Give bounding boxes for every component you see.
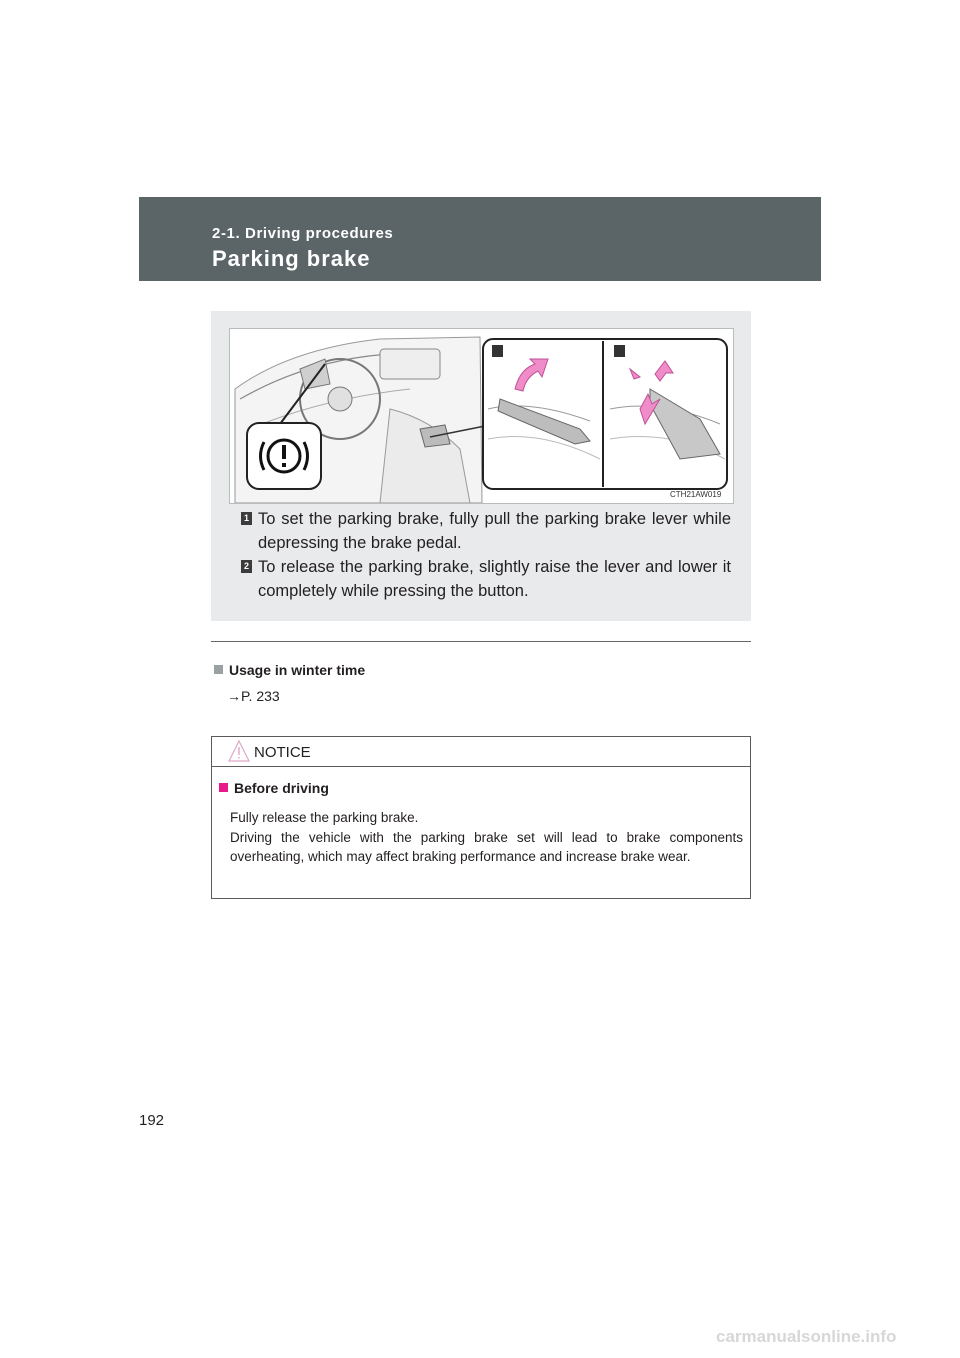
notice-heading: Before driving: [219, 780, 329, 796]
page-reference-link[interactable]: →P. 233: [227, 688, 280, 704]
page-title: Parking brake: [212, 246, 371, 271]
usage-heading: Usage in winter time: [214, 662, 365, 678]
step-2: [241, 555, 731, 603]
step-text: To set the parking brake, fully pull the parking brake lever while depressing the brake pedal.: [258, 510, 731, 552]
warning-triangle-icon: [228, 739, 250, 763]
watermark: carmanualsonline.info: [716, 1327, 897, 1346]
step-1: [241, 507, 731, 555]
parking-brake-illustration: [229, 328, 734, 504]
step-number-badge: 1: [241, 512, 252, 525]
notice-title: NOTICE: [254, 744, 311, 761]
notice-box: [211, 736, 751, 899]
illustration-code: CTH21AW019: [670, 490, 722, 499]
step-number-badge: 2: [241, 560, 252, 573]
notice-body: [230, 808, 743, 867]
notice-line: Fully release the parking brake.: [230, 810, 419, 825]
square-bullet-icon: [219, 783, 228, 792]
chapter-header: [139, 197, 821, 281]
section-label: 2-1. Driving procedures: [212, 225, 394, 242]
notice-header: [212, 737, 750, 767]
illustration-box: [211, 311, 751, 621]
divider: [211, 641, 751, 642]
page-number: 192: [139, 1112, 165, 1129]
step-text: To release the parking brake, slightly raise the lever and lower it completely while pressing the button.: [258, 558, 731, 600]
notice-line: Driving the vehicle with the parking brake set will lead to brake components overheating, which may affect braking performance and increase brake wear.: [230, 829, 743, 864]
square-bullet-icon: [214, 665, 223, 674]
